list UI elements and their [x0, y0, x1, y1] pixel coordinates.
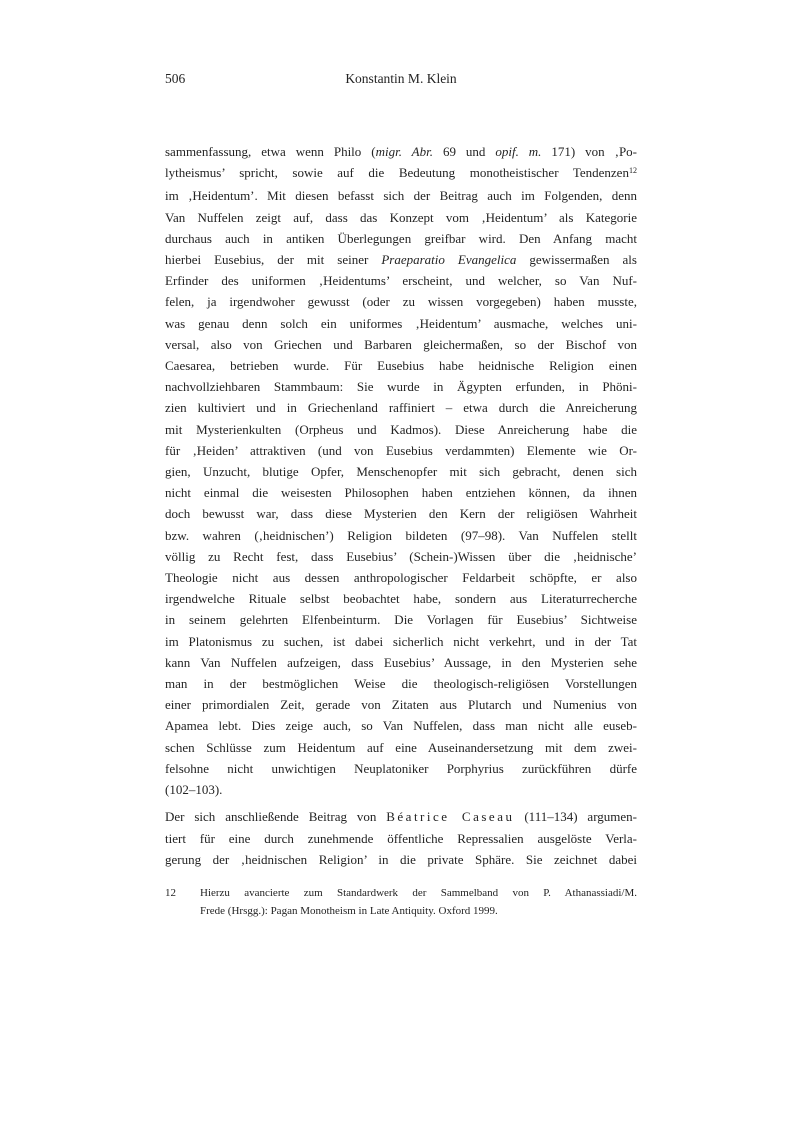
- text-line: [165, 334, 637, 355]
- text-run: Praeparatio Evangelica: [381, 252, 517, 268]
- footnote-line: Hierzu avancierte zum Standardwerk der Sammelband von P. Athanassiadi/M.: [200, 887, 637, 899]
- text-run: hierbei Eusebius, der mit seiner: [165, 252, 382, 268]
- footnote: [165, 884, 637, 920]
- text-run: Der sich anschließende Beitrag von: [165, 809, 387, 825]
- text-run: in seinem gelehrten Elfenbeinturm. Die Vorlagen für Eusebius’ Sichtweise: [165, 612, 637, 628]
- text-run: kann Van Nuffelen aufzeigen, dass Eusebius’ Aussage, in den Mysterien sehe: [165, 654, 637, 670]
- page-number: 506: [165, 71, 186, 86]
- text-run: zien kultiviert und in Griechenland raffiniert – etwa durch die Anreicherung: [165, 400, 637, 416]
- footnote-ref: 12: [628, 166, 637, 176]
- text-run: für ‚Heiden’ attraktiven (und von Eusebius verdammten) Elemente wie Or-: [165, 442, 637, 458]
- text-run: im Platonismus zu suchen, ist dabei sicherlich nicht verkehrt, und in der Tat: [165, 633, 637, 649]
- text-run: (111–134) argumen-: [514, 809, 637, 825]
- text-run: Caesarea, betrieben wurde. Für Eusebius habe heidnische Religion einen: [165, 358, 637, 374]
- footnote-line: Frede (Hrsgg.): Pagan Monotheism in Late Antiquity. Oxford 1999.: [200, 905, 498, 917]
- page-header: [165, 71, 637, 87]
- text-run: völlig zu Recht fest, dass Eusebius’ (Schein-)Wissen über die ‚heidnische’: [165, 548, 637, 564]
- text-line: [165, 440, 637, 461]
- paragraph: [165, 141, 637, 800]
- paragraph: [165, 806, 637, 870]
- footnote-number: 12: [165, 887, 176, 899]
- text-run: nicht einmal die weisesten Philosophen haben entziehen können, da ihnen: [165, 485, 637, 501]
- text-run: gien, Unzucht, blutige Opfer, Menschenopfer mit sich gebracht, denen sich: [165, 464, 637, 480]
- body-text: [165, 141, 637, 870]
- text-line: [165, 270, 637, 291]
- text-line: [165, 376, 637, 397]
- text-line: [165, 631, 637, 652]
- text-run: mit Mysterienkulten (Orpheus und Kadmos). Diese Anreicherung habe die: [165, 421, 637, 437]
- text-line: [165, 652, 637, 673]
- text-run: sammenfassung, etwa wenn Philo (: [165, 144, 376, 159]
- text-line: [165, 249, 637, 270]
- running-head: Konstantin M. Klein: [345, 71, 457, 86]
- text-run: schen Schlüsse zum Heidentum auf eine Auseinandersetzung mit dem zwei-: [165, 739, 637, 755]
- text-run: Béatrice Caseau: [386, 809, 515, 825]
- text-line: [165, 525, 637, 546]
- text-run: felen, ja irgendwoher gewusst (oder zu wissen vorgegeben) haben musste,: [165, 294, 637, 310]
- text-run: Apamea lebt. Dies zeige auch, so Van Nuffelen, dass man nicht alle euseb-: [165, 718, 637, 734]
- text-line: [165, 419, 637, 440]
- text-run: 171) von ‚Po-: [541, 144, 638, 159]
- text-line: [165, 355, 637, 376]
- text-line: [165, 715, 637, 736]
- text-line: [165, 737, 637, 758]
- text-line: [165, 609, 637, 630]
- text-line: [165, 673, 637, 694]
- text-run: (102–103).: [165, 782, 223, 798]
- text-line: [165, 461, 637, 482]
- text-line: [165, 546, 637, 567]
- text-run: gerung der ‚heidnischen Religion’ in die private Sphäre. Sie zeichnet dabei: [165, 851, 637, 867]
- text-line: [165, 849, 637, 870]
- text-line: [165, 207, 637, 228]
- text-run: irgendwelche Rituale selbst beobachtet habe, sondern aus Literaturrecherche: [165, 591, 637, 607]
- text-line: [165, 141, 637, 162]
- text-run: Erfinder des uniformen ‚Heidentums’ erscheint, und welcher, so Van Nuf-: [165, 273, 637, 289]
- text-line: [165, 828, 637, 849]
- text-run: man in der bestmöglichen Weise die theologisch-religiösen Vorstellungen: [165, 676, 637, 692]
- text-run: opif. m.: [495, 144, 542, 159]
- text-run: felsohne nicht unwichtigen Neuplatoniker Porphyrius zurückführen dürfe: [165, 760, 637, 776]
- text-line: [165, 588, 637, 609]
- text-run: migr. Abr.: [375, 144, 433, 159]
- text-run: tiert für eine durch zunehmende öffentliche Repressalien ausgelöste Verla-: [165, 830, 637, 846]
- text-line: [165, 503, 637, 524]
- text-run: im ‚Heidentum’. Mit diesen befasst sich der Beitrag auch im Folgenden, denn: [165, 188, 637, 204]
- text-run: Theologie nicht aus dessen anthropologischer Feldarbeit schöpfte, er also: [165, 570, 637, 586]
- text-line: [165, 291, 637, 312]
- text-run: lytheismus’ spricht, sowie auf die Bedeutung monotheistischer Tendenzen: [165, 165, 629, 181]
- text-run: gewissermaßen als: [516, 252, 637, 268]
- text-line: [165, 758, 637, 779]
- text-line: [165, 228, 637, 249]
- text-line: [165, 397, 637, 418]
- text-line: [165, 779, 637, 800]
- text-run: durchaus auch in antiken Überlegungen greifbar wird. Den Anfang macht: [165, 230, 637, 246]
- text-line: [165, 162, 637, 185]
- text-run: einer primordialen Zeit, gerade von Zitaten aus Plutarch und Numenius von: [165, 697, 637, 713]
- text-line: [165, 313, 637, 334]
- text-run: Van Nuffelen zeigt auf, dass das Konzept vom ‚Heidentum’ als Kategorie: [165, 209, 637, 225]
- text-line: [165, 482, 637, 503]
- text-run: doch bewusst war, dass diese Mysterien den Kern der religiösen Wahrheit: [165, 506, 637, 522]
- text-line: [165, 694, 637, 715]
- text-run: 69 und: [433, 144, 496, 159]
- text-run: versal, also von Griechen und Barbaren gleichermaßen, so der Bischof von: [165, 336, 637, 352]
- text-line: [165, 185, 637, 206]
- footnote-lines: [200, 884, 637, 920]
- text-line: [165, 567, 637, 588]
- text-run: bzw. wahren (‚heidnischen’) Religion bildeten (97–98). Van Nuffelen stellt: [165, 527, 637, 543]
- text-line: [165, 806, 637, 827]
- text-run: nachvollziehbaren Stammbaum: Sie wurde in Ägypten erfunden, in Phöni-: [165, 379, 637, 395]
- text-run: was genau denn solch ein uniformes ‚Heidentum’ ausmache, welches uni-: [165, 315, 637, 331]
